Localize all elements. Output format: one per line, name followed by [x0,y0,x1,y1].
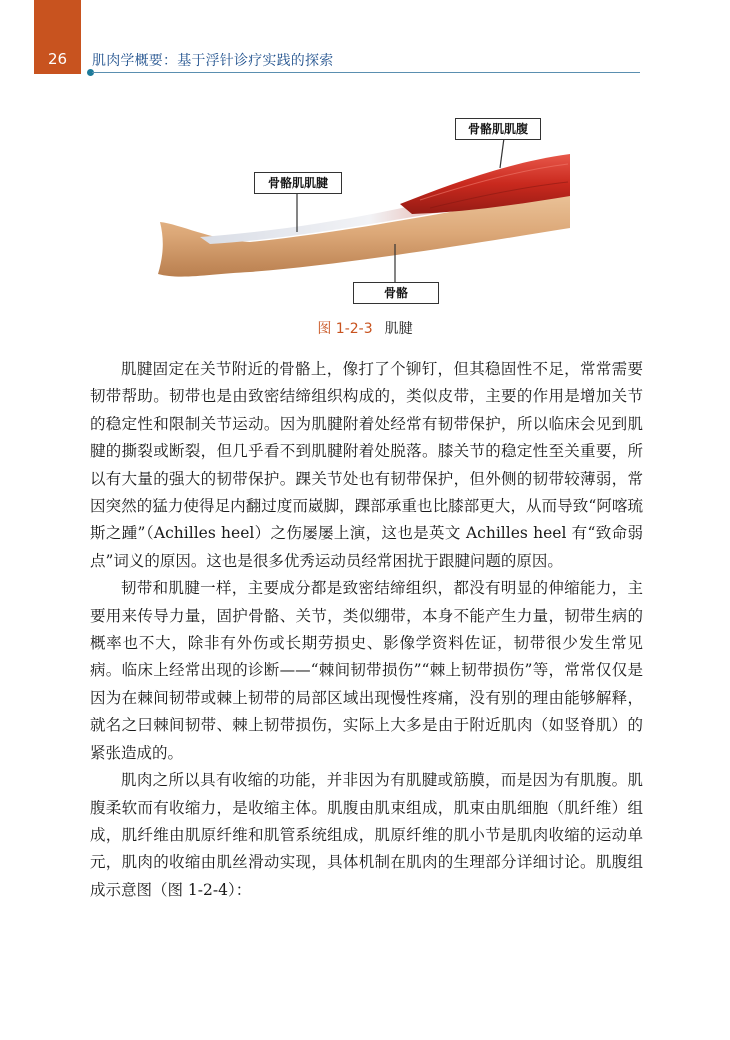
running-title: 肌肉学概要：基于浮针诊疗实践的探索 [92,53,334,69]
leader-muscle-belly [500,138,504,168]
caption-number: 图 1-2-3 [317,321,373,337]
paragraph: 肌肉之所以具有收缩的功能，并非因为有肌腱或筋膜，而是因为有肌腹。肌腹柔软而有收缩力，是收缩主体。肌腹由肌束组成，肌束由肌细胞（肌纤维）组成，肌纤维由肌原纤维和肌管系统组成，肌原纤维的肌小节是肌肉收缩的运动单元，肌肉的收缩由肌丝滑动实现，具体机制在肌肉的生理部分详细讨论。肌腹组成示意图（图 1-2-4）： [90,771,643,899]
page-number: 26 [47,50,68,68]
paragraph: 韧带和肌腱一样，主要成分都是致密结缔组织，都没有明显的伸缩能力，主要用来传导力量，固护骨骼、关节，类似绷带，本身不能产生力量，韧带生病的概率也不大，除非有外伤或长期劳损史、影像学资料佐证，韧带很少发生常见病。临床上经常出现的诊断——“棘间韧带损伤”“棘上韧带损伤”等，常常仅仅是因为在棘间韧带或棘上韧带的局部区域出现慢性疼痛，没有别的理由能够解释，就名之曰棘间韧带、棘上韧带损伤，实际上大多是由于附近肌肉（如竖脊肌）的紧张造成的。 [90,579,643,762]
paragraph: 肌腱固定在关节附近的骨骼上，像打了个铆钉，但其稳固性不足，常常需要韧带帮助。韧带也是由致密结缔组织构成的，类似皮带，主要的作用是增加关节的稳定性和限制关节运动。因为肌腱附着处经常有韧带保护，所以临床会见到肌腱的撕裂或断裂，但几乎看不到肌腱附着处脱落。膝关节的稳定性至关重要，所以有大量的强大的韧带保护。踝关节处也有韧带保护，但外侧的韧带较薄弱，常因突然的猛力使得足内翻过度而崴脚，踝部承重也比膝部更大，从而导致“阿喀琉斯之踵”（Achilles heel）之伤屡屡上演，这也是英文 Achilles heel 有“致命弱点”词义的原因。这也是很多优秀运动员经常困扰于跟腱问题的原因。 [90,360,643,570]
label-tendon: 骨骼肌肌腱 [254,172,342,194]
label-muscle-belly: 骨骼肌肌腹 [455,118,541,140]
tendon-illustration [150,104,580,314]
caption-title: 肌腱 [384,321,413,337]
label-bone: 骨骼 [353,282,439,304]
header-rule [92,72,640,73]
body-text [90,356,643,904]
figure-caption [0,318,730,338]
